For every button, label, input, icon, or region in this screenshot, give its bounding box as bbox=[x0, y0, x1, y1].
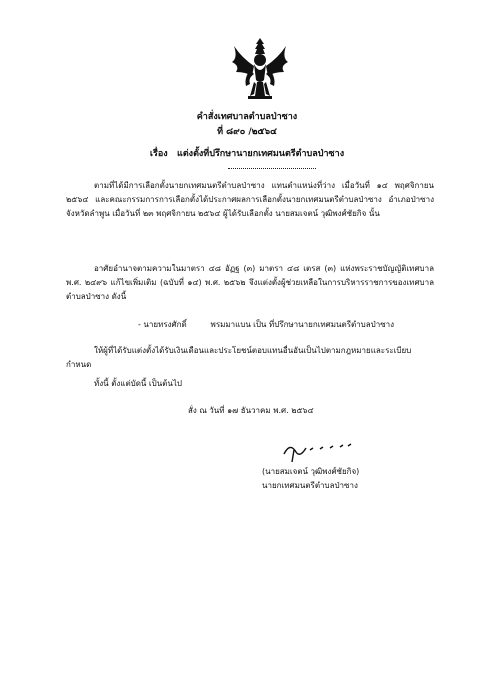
appointee-surname: พรมมาแบน bbox=[210, 320, 251, 329]
date-line: สั่ง ณ วันที่ ๑๗ ธันวาคม พ.ศ. ๒๕๖๔ bbox=[188, 406, 314, 415]
order-number: ที่ ๘๙๐ /๒๕๖๔ bbox=[217, 127, 277, 137]
appointee-name: - นายทรงศักดิ์ bbox=[138, 320, 187, 329]
garuda-emblem-icon bbox=[224, 36, 296, 104]
order-issuer: คำสั่งเทศบาลตำบลป่าซาง bbox=[196, 112, 298, 122]
signatory-name: (นายสมเจตน์ วุฒิพงศ์ชัยกิจ) bbox=[262, 467, 360, 476]
appointee-position: เป็น ที่ปรึกษานายกเทศมนตรีตำบลป่าซาง bbox=[253, 320, 395, 329]
separator-line bbox=[228, 168, 316, 169]
paragraph-2: อาศัยอำนาจตามความในมาตรา ๔๘ อัฏฐ (๓) มาตรา ๔๘ เตรส (๓) แห่งพระราชบัญญัติเทศบาล พ.ศ. ๒๔๙๖ แก้ไขเพิ่มเติม (ฉบับที่ ๑๔) พ.ศ. ๒๕๖๒ จึงแต่งตั้งผู้ช่วยเหลือในการบริหารราชการของเทศบาลตำบลป่าซาง ดังนี้ bbox=[66, 264, 434, 301]
appointee-line bbox=[138, 319, 394, 331]
paragraph-1: ตามที่ได้มีการเลือกตั้งนายกเทศมนตรีตำบลป่าซาง แทนตำแหน่งที่ว่าง เมื่อวันที่ ๑๔ พฤศจิกายน ๒๕๖๔ และคณะกรรมการการเลือกตั้งได้ประกาศผลการเลือกตั้งนายกเทศมนตรีตำบลป่าซาง อำเภอป่าซาง จังหวัดลำพูน เมื่อวันที่ ๒๓ พฤศจิกายน ๒๕๖๔ ผู้ได้รับเลือกตั้ง นายสมเจตน์ วุฒิพงศ์ชัยกิจ นั้น bbox=[66, 181, 434, 218]
paragraph-4: ทั้งนี้ ตั้งแต่บัดนี้ เป็นต้นไป bbox=[94, 379, 182, 388]
handwritten-signature-icon bbox=[280, 436, 356, 464]
subject-text: แต่งตั้งที่ปรึกษานายกเทศมนตรีตำบลป่าซาง bbox=[177, 149, 345, 159]
paragraph-3: ให้ผู้ที่ได้รับแต่งตั้งได้รับเงินเดือนและประโยชน์ตอบแทนอื่นอันเป็นไปตามกฎหมายและระเบียบกำหนด bbox=[66, 346, 412, 369]
signatory-position: นายกเทศมนตรีตำบลป่าซาง bbox=[262, 481, 358, 490]
order-subject-line bbox=[0, 148, 494, 160]
subject-label: เรื่อง bbox=[149, 149, 168, 159]
